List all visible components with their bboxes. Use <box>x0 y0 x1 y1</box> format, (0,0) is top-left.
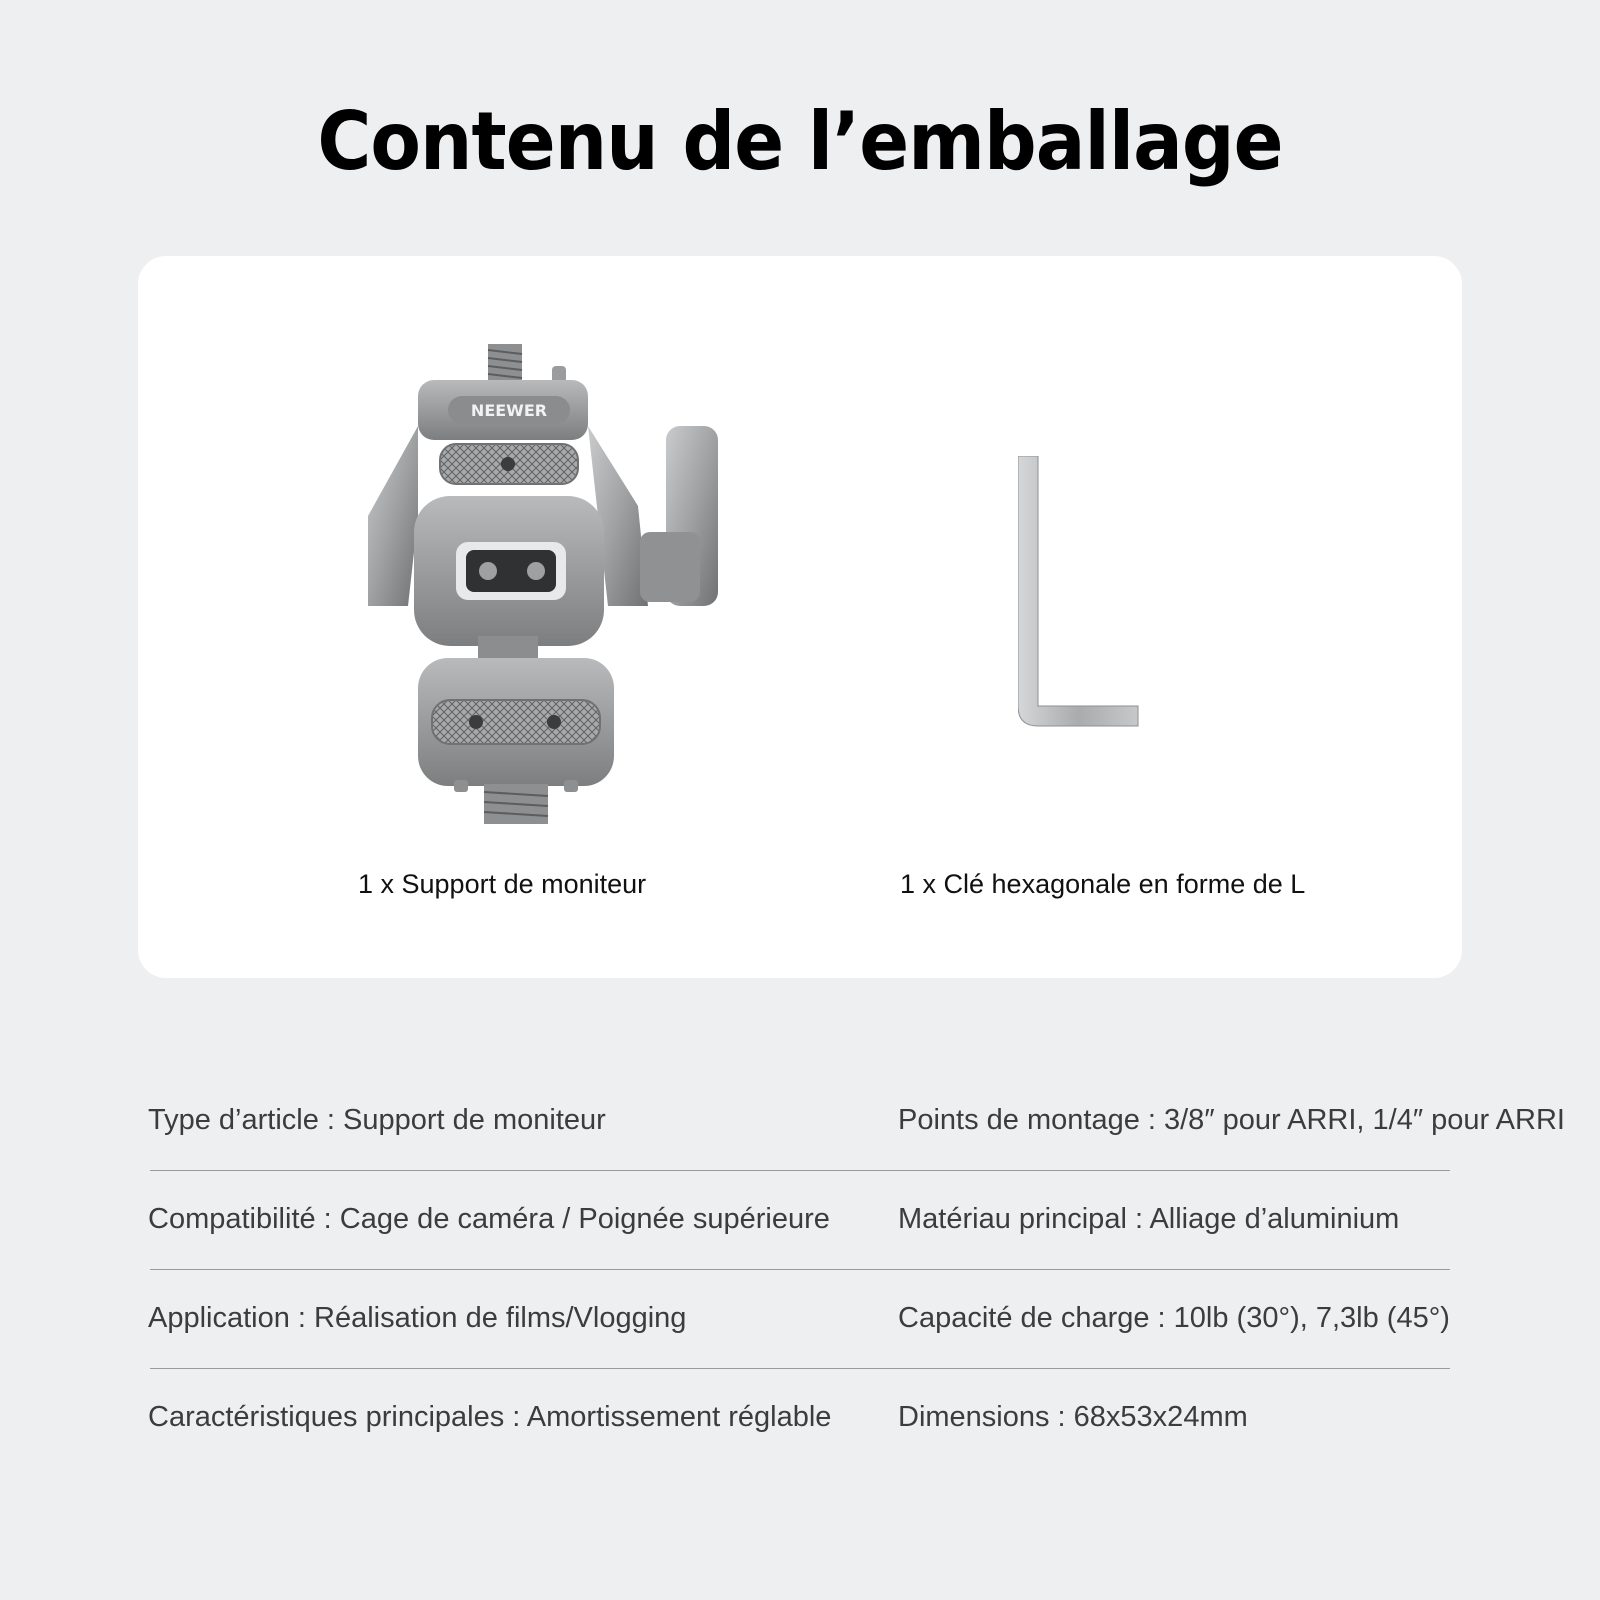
spec-application: Application : Réalisation de films/Vlogging <box>148 1302 687 1334</box>
spec-row <box>148 1369 1452 1468</box>
spec-material: Matériau principal : Alliage d’aluminium <box>898 1203 1400 1235</box>
spec-table <box>148 1072 1565 1468</box>
spec-compatibility: Compatibilité : Cage de caméra / Poignée supérieure <box>148 1203 830 1235</box>
spec-row <box>148 1171 1452 1270</box>
spec-item-type: Type d’article : Support de moniteur <box>148 1104 606 1136</box>
item-label-monitor-mount: 1 x Support de moniteur <box>358 869 647 899</box>
monitor-mount-icon <box>348 336 728 836</box>
page-title: Contenu de l’emballage <box>317 95 1283 188</box>
spec-mounting-points: Points de montage : 3/8″ pour ARRI, 1/4″ pour ARRI <box>898 1104 1565 1136</box>
spec-row <box>148 1072 1565 1171</box>
package-contents-card <box>138 256 1462 978</box>
item-label-hex-key: 1 x Clé hexagonale en forme de L <box>900 869 1306 899</box>
spec-main-features: Caractéristiques principales : Amortissement réglable <box>148 1401 832 1433</box>
spec-load-capacity: Capacité de charge : 10lb (30°), 7,3lb (45°) <box>898 1302 1450 1334</box>
hex-key-icon <box>1018 456 1148 736</box>
brand-logo: NEEWER <box>470 401 548 420</box>
spec-dimensions: Dimensions : 68x53x24mm <box>898 1401 1248 1433</box>
spec-row <box>148 1270 1452 1369</box>
